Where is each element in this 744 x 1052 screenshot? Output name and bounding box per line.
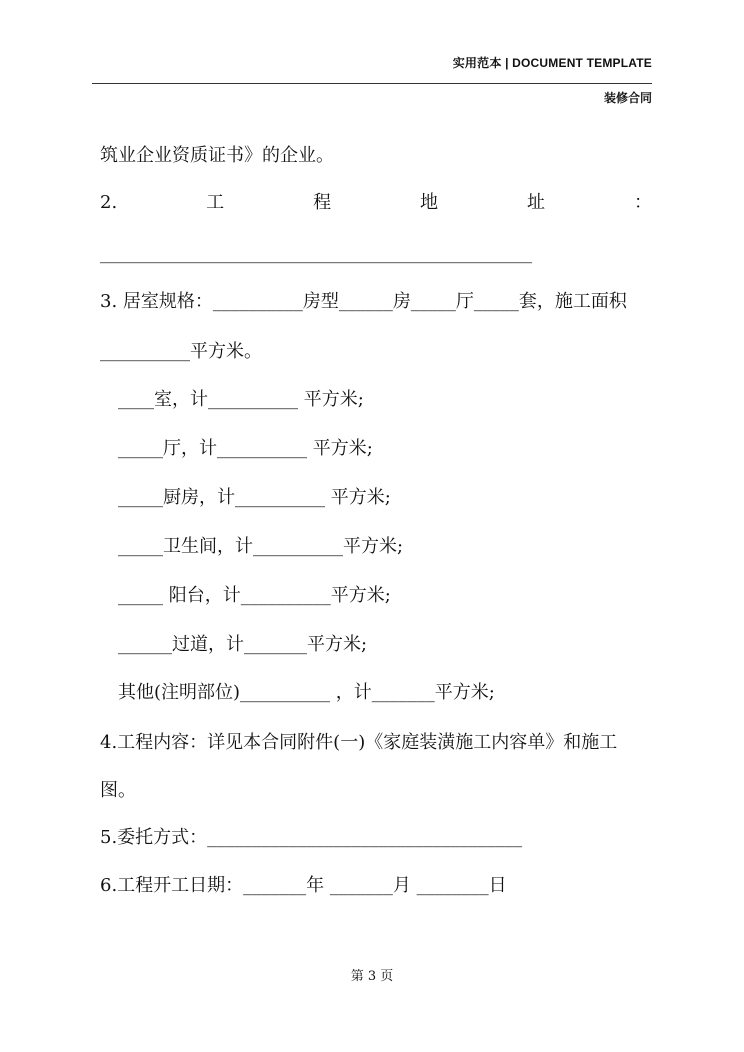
address-label-row	[100, 191, 652, 215]
address-label-char: 地	[420, 192, 439, 213]
room-item-bathroom: _____卫生间，计__________平方米;	[118, 536, 404, 557]
start-date-line: 6.工程开工日期：_______年 _______月 ________日	[100, 875, 507, 896]
work-content-line: 4.工程内容：详见本合同附件(一)《家庭装潢施工内容单》和施工	[100, 732, 618, 753]
room-item-other: 其他(注明部位)__________ ，计_______平方米;	[118, 682, 495, 703]
address-label-colon: ：	[633, 192, 652, 213]
commission-method-line: 5.委托方式：___________________________________	[100, 827, 523, 848]
address-label-char: 程	[313, 192, 332, 213]
address-label-char: 工	[206, 192, 225, 213]
address-label-char: 址	[527, 192, 545, 213]
header-title: 实用范本 | DOCUMENT TEMPLATE	[452, 56, 652, 70]
room-item-corridor: ______过道，计_______平方米;	[118, 634, 368, 655]
page-number: 第 3 页	[350, 969, 394, 984]
room-item-bedroom: ____室，计__________ 平方米;	[118, 389, 364, 410]
header-subtitle: 装修合同	[603, 91, 652, 105]
address-blank: ________________________________________________	[100, 243, 532, 264]
address-label-number: 2.	[100, 192, 118, 213]
work-content-line-end: 图。	[100, 780, 136, 801]
room-item-kitchen: _____厨房，计__________ 平方米;	[118, 487, 391, 508]
area-line: __________平方米。	[100, 341, 262, 362]
room-spec-line: 3. 居室规格：__________房型______房_____厅_____套，施工面积	[100, 291, 627, 312]
header-divider	[92, 83, 652, 84]
room-item-balcony: _____ 阳台，计__________平方米;	[118, 585, 391, 606]
room-item-hall: _____厅，计__________ 平方米;	[118, 438, 373, 459]
text-line-1: 筑业企业资质证书》的企业。	[100, 145, 334, 166]
